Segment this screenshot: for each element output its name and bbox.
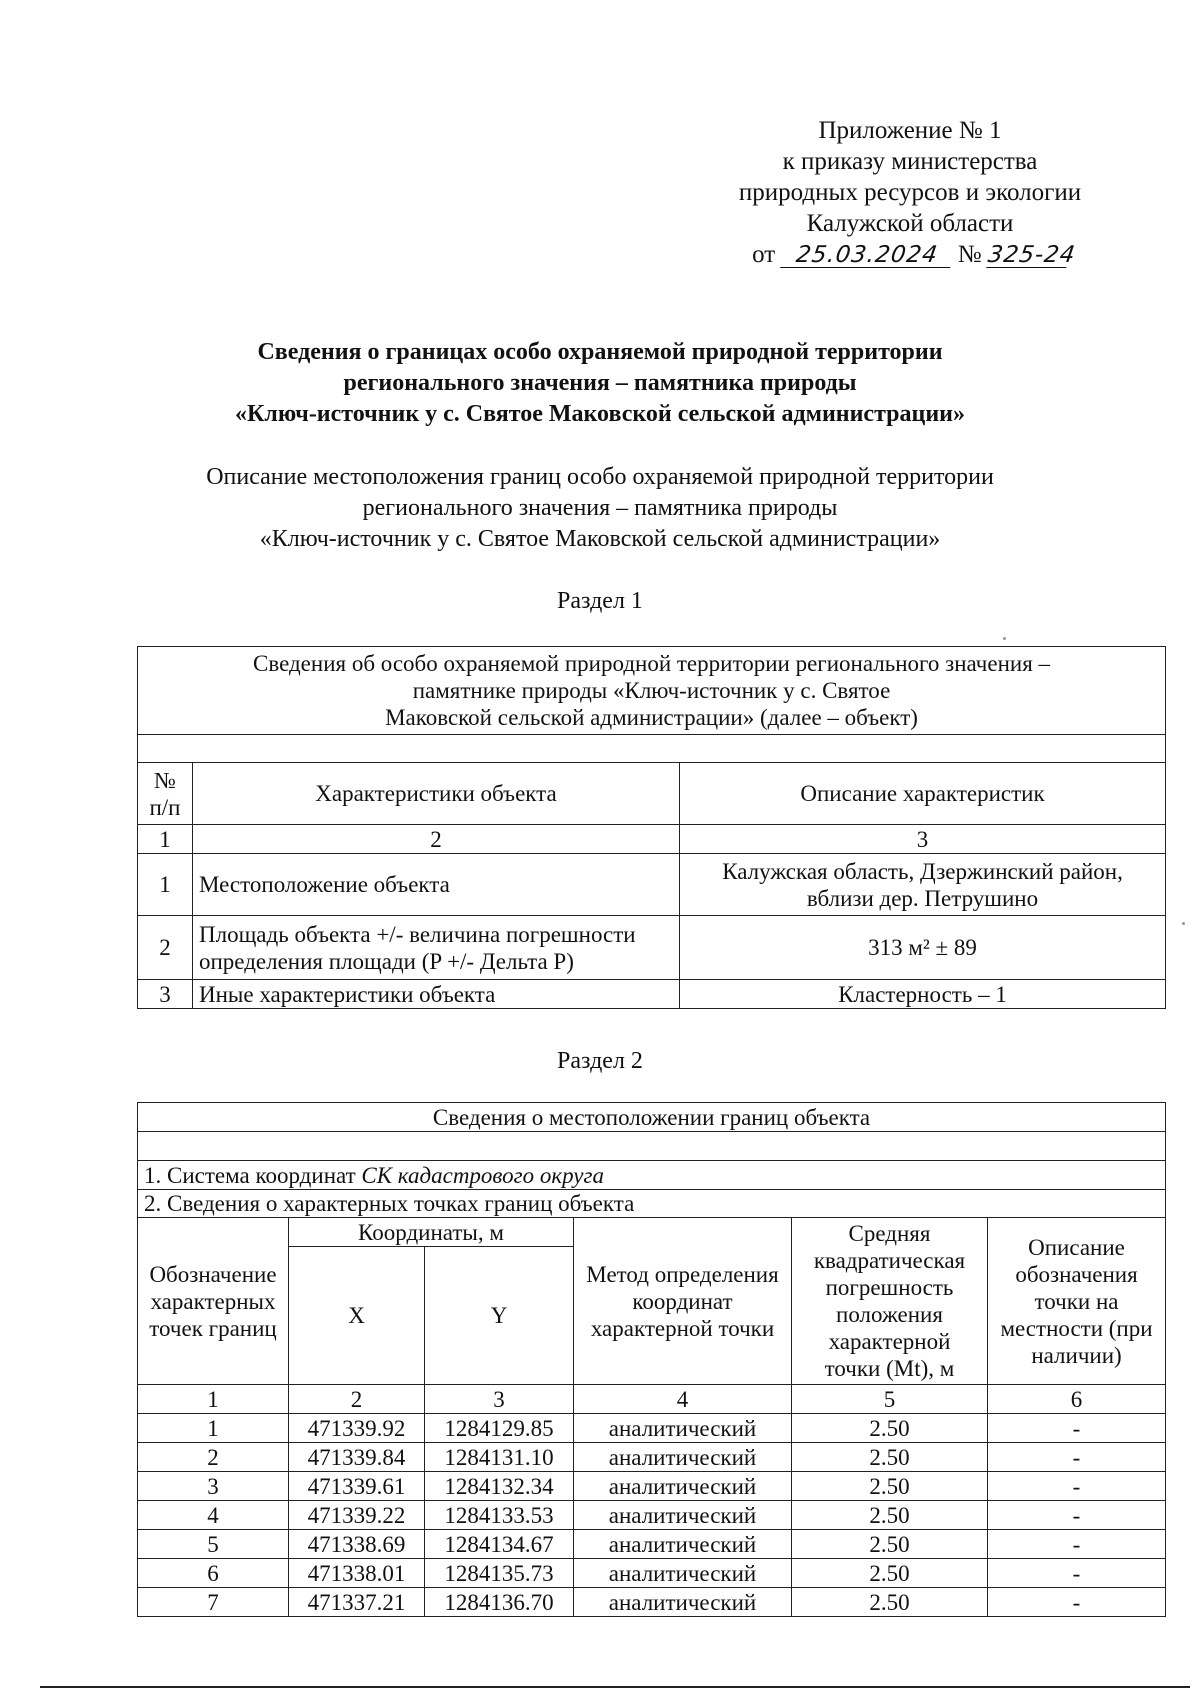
header-method: Метод определения координат характерной точки: [574, 1218, 792, 1385]
col-number: 1: [138, 1385, 289, 1414]
header-description: Описание характеристик: [680, 763, 1166, 825]
points-caption: 2. Сведения о характерных точках границ объекта: [138, 1190, 1166, 1218]
row-name: Иные характеристики объекта: [193, 980, 680, 1009]
subtitle-line-1: Описание местоположения границ особо охраняемой природной территории: [206, 464, 994, 490]
section-2-heading: Раздел 2: [557, 1048, 643, 1074]
coord-system-name: СК кадастрового округа: [361, 1162, 604, 1188]
point-method: аналитический: [574, 1559, 792, 1588]
point-id: 4: [138, 1501, 289, 1530]
col-number: 1: [138, 825, 193, 854]
point-id: 1: [138, 1414, 289, 1443]
annex-block: [700, 115, 1120, 270]
point-mt: 2.50: [792, 1559, 988, 1588]
point-x: 471339.22: [289, 1501, 425, 1530]
table-row: [138, 1530, 1166, 1559]
table-row: [138, 1501, 1166, 1530]
annex-line-1: Приложение № 1: [818, 117, 1002, 144]
col-number: 3: [680, 825, 1166, 854]
point-y: 1284134.67: [425, 1530, 574, 1559]
page-bottom-rule: [40, 1686, 1190, 1688]
point-method: аналитический: [574, 1588, 792, 1617]
table-row: [138, 916, 1166, 980]
number-label: №: [957, 241, 982, 268]
empty-row: [138, 1132, 1166, 1161]
col-number: 4: [574, 1385, 792, 1414]
point-desc: -: [988, 1472, 1166, 1501]
caption-line-3: Маковской сельской администрации» (далее – объект): [385, 705, 918, 730]
col-number: 2: [289, 1385, 425, 1414]
point-id: 2: [138, 1443, 289, 1472]
point-desc: -: [988, 1501, 1166, 1530]
table-row: [138, 1414, 1166, 1443]
empty-row: [138, 735, 1166, 763]
row-value: 313 м² ± 89: [680, 916, 1166, 980]
header-coordinates: Координаты, м: [289, 1218, 574, 1247]
point-x: 471337.21: [289, 1588, 425, 1617]
caption-line-2: памятнике природы «Ключ-источник у с. Святое: [412, 678, 891, 703]
point-method: аналитический: [574, 1443, 792, 1472]
col-number: 3: [425, 1385, 574, 1414]
row-value: Кластерность – 1: [680, 980, 1166, 1009]
points-body: [138, 1414, 1166, 1617]
point-mt: 2.50: [792, 1443, 988, 1472]
header-characteristics: Характеристики объекта: [193, 763, 680, 825]
point-desc: -: [988, 1414, 1166, 1443]
point-id: 6: [138, 1559, 289, 1588]
section-1-heading: Раздел 1: [557, 588, 643, 614]
header-error: Средняя квадратическая погрешность положения характерной точки (Mt), м: [792, 1218, 988, 1385]
point-y: 1284132.34: [425, 1472, 574, 1501]
header-num: № п/п: [138, 763, 193, 825]
point-method: аналитический: [574, 1501, 792, 1530]
document-subtitle: [100, 462, 1100, 555]
coordinate-system-row: [138, 1161, 1166, 1190]
point-y: 1284135.73: [425, 1559, 574, 1588]
title-line-1: Сведения о границах особо охраняемой природной территории: [257, 339, 943, 365]
point-x: 471339.92: [289, 1414, 425, 1443]
from-label: от: [752, 241, 776, 268]
point-mt: 2.50: [792, 1588, 988, 1617]
title-line-3: «Ключ-источник у с. Святое Маковской сельской администрации»: [234, 401, 965, 427]
header-y: Y: [425, 1247, 574, 1385]
row-name: Местоположение объекта: [193, 854, 680, 916]
order-date-number-line: [700, 239, 1120, 270]
row-name: Площадь объекта +/- величина погрешности определения площади (P +/- Дельта P): [193, 916, 680, 980]
annex-line-4: Калужской области: [806, 210, 1014, 237]
point-id: 7: [138, 1588, 289, 1617]
coord-system-prefix: 1. Система координат: [144, 1162, 362, 1188]
header-designation: Обозначение характерных точек границ: [138, 1218, 289, 1385]
table-row: [138, 1559, 1166, 1588]
annex-line-3: природных ресурсов и экологии: [738, 179, 1082, 206]
point-y: 1284131.10: [425, 1443, 574, 1472]
table-row: [138, 1472, 1166, 1501]
object-info-table: [137, 646, 1166, 1009]
point-id: 3: [138, 1472, 289, 1501]
subtitle-line-2: регионального значения – памятника природы: [362, 495, 838, 521]
point-x: 471338.69: [289, 1530, 425, 1559]
caption-line-1: Сведения об особо охраняемой природной территории регионального значения –: [253, 651, 1051, 676]
boundary-points-table: [137, 1102, 1166, 1617]
table-row: [138, 854, 1166, 916]
row-num: 1: [138, 854, 193, 916]
object-info-caption: [138, 647, 1166, 735]
point-method: аналитический: [574, 1414, 792, 1443]
handwritten-date: 25.03.2024: [780, 243, 954, 268]
scan-speck: [1182, 922, 1185, 925]
point-x: 471339.84: [289, 1443, 425, 1472]
point-mt: 2.50: [792, 1501, 988, 1530]
row-value: Калужская область, Дзержинский район, вблизи дер. Петрушино: [680, 854, 1166, 916]
point-y: 1284129.85: [425, 1414, 574, 1443]
table-row: [138, 980, 1166, 1009]
row-num: 2: [138, 916, 193, 980]
document-title: [100, 337, 1100, 430]
scan-speck: [1003, 637, 1006, 640]
point-mt: 2.50: [792, 1414, 988, 1443]
col-number: 5: [792, 1385, 988, 1414]
header-x: X: [289, 1247, 425, 1385]
handwritten-number: 325-24: [986, 242, 1078, 268]
point-x: 471338.01: [289, 1559, 425, 1588]
point-desc: -: [988, 1443, 1166, 1472]
row-num: 3: [138, 980, 193, 1009]
col-number: 6: [988, 1385, 1166, 1414]
boundary-caption: Сведения о местоположении границ объекта: [138, 1103, 1166, 1132]
point-method: аналитический: [574, 1472, 792, 1501]
point-mt: 2.50: [792, 1472, 988, 1501]
subtitle-line-3: «Ключ-источник у с. Святое Маковской сельской администрации»: [259, 526, 941, 552]
point-desc: -: [988, 1530, 1166, 1559]
annex-line-2: к приказу министерства: [782, 148, 1038, 175]
col-number: 2: [193, 825, 680, 854]
table-row: [138, 1443, 1166, 1472]
table-row: [138, 1588, 1166, 1617]
point-desc: -: [988, 1559, 1166, 1588]
point-mt: 2.50: [792, 1530, 988, 1559]
point-y: 1284136.70: [425, 1588, 574, 1617]
point-id: 5: [138, 1530, 289, 1559]
header-point-description: Описание обозначения точки на местности (при наличии): [988, 1218, 1166, 1385]
title-line-2: регионального значения – памятника природы: [343, 370, 857, 396]
point-method: аналитический: [574, 1530, 792, 1559]
point-desc: -: [988, 1588, 1166, 1617]
point-y: 1284133.53: [425, 1501, 574, 1530]
point-x: 471339.61: [289, 1472, 425, 1501]
